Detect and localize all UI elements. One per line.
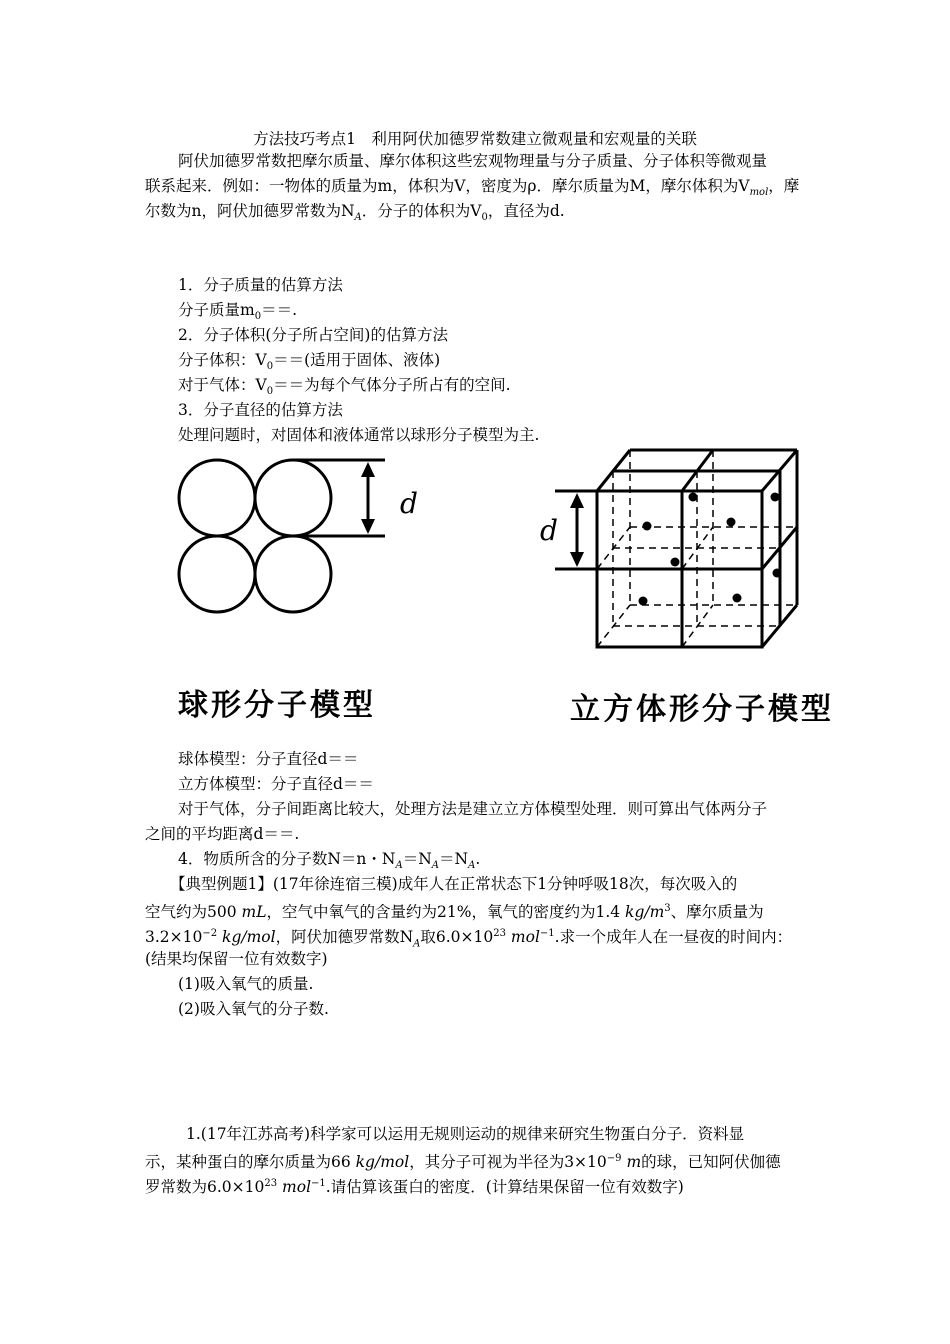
exercise-line-1: 1.(17年江苏高考)科学家可以运用无规则运动的规律来研究生物蛋白分子．资料显 (186, 1125, 745, 1143)
section-3-text: 处理问题时，对固体和液体通常以球形分子模型为主. (178, 426, 540, 444)
arrow-up (361, 462, 375, 477)
sphere-bottom-right (255, 536, 331, 612)
section-4-formula: 4．物质所含的分子数N＝n・$N_A=N_A=N_A$. (178, 850, 481, 872)
sphere-top-right (255, 460, 331, 536)
molecule-dot (689, 493, 698, 502)
example-line-2: 空气约为500 mL，空气中氧气的含量约为21%，氧气的密度约为1.4 $kg/m^3$、摩尔质量为 (145, 903, 764, 922)
sphere-model-figure (170, 455, 430, 625)
cube-model-caption: 立方体形分子模型 (570, 692, 834, 727)
sphere-d-label: d (400, 487, 418, 520)
molecule-mass-formula: 分子质量$m_0==$. (178, 301, 298, 323)
molecule-dot (733, 594, 742, 603)
molecule-dot (639, 597, 648, 606)
molecule-dot (771, 493, 780, 502)
molecule-dot (671, 558, 680, 567)
intro-line-3: 尔数为n，阿伏加德罗常数为$N_A$．分子的体积为$V_0$，直径为d. (145, 202, 565, 224)
intro-line-1: 阿伏加德罗常数把摩尔质量、摩尔体积这些宏观物理量与分子质量、分子体积等微观量 (178, 152, 768, 170)
cube-arrow-down (570, 552, 584, 567)
example-line-4: (结果均保留一位有效数字) (145, 950, 328, 968)
molecule-volume-formula: 分子体积：$V_0==$(适用于固体、液体) (178, 351, 441, 373)
sphere-bottom-left (179, 536, 255, 612)
example-line-1: 【典型例题1】(17年徐连宿三模)成年人在正常状态下1分钟呼吸18次，每次吸入的 (170, 875, 738, 893)
example-tag: 【典型例题1】 (170, 875, 273, 893)
sphere-top-left (179, 460, 255, 536)
molecule-dot (773, 569, 782, 578)
arrow-down (361, 519, 375, 534)
gas-volume-formula: 对于气体：$V_0==$为每个气体分子所占有的空间. (178, 376, 511, 398)
page-title: 方法技巧考点1 利用阿伏加德罗常数建立微观量和宏观量的关联 (253, 130, 697, 148)
example-question-2: (2)吸入氧气的分子数. (178, 1000, 329, 1018)
intro-line-2: 联系起来．例如：一物体的质量为m，体积为V，密度为ρ．摩尔质量为M，摩尔体积为$V_{mol}$，摩 (145, 177, 800, 199)
exercise-line-3: 罗常数为$6.0\times 10^{23}$ mol$^{-1}$.请估算该蛋白的密度．(计算结果保留一位有效数字) (145, 1178, 684, 1197)
sphere-model-formula: 球体模型：分子直径d＝＝ (178, 750, 359, 768)
section-3-heading: 3．分子直径的估算方法 (178, 401, 343, 419)
section-1-heading: 1．分子质量的估算方法 (178, 276, 343, 294)
cube-model-figure (535, 445, 835, 655)
gas-distance-line-1: 对于气体，分子间距离比较大，处理方法是建立立方体模型处理．则可算出气体两分子 (178, 800, 768, 818)
sphere-model-caption: 球形分子模型 (178, 688, 376, 723)
cube-model-formula: 立方体模型：分子直径d＝＝ (178, 775, 374, 793)
molecule-dot (643, 522, 652, 531)
molecule-dot (727, 518, 736, 527)
gas-distance-line-2: 之间的平均距离d＝＝. (145, 825, 300, 843)
section-2-heading: 2．分子体积(分子所占空间)的估算方法 (178, 326, 448, 344)
example-line-3: $3.2\times 10^{-2}$ kg/mol，阿伏加德罗常数$N_A$取$6.0\times 10^{23}$ mol$^{-1}$.求一个成年人在一昼夜的时间内： (145, 928, 793, 950)
cube-d-label: d (540, 514, 558, 547)
cube-arrow-up (570, 493, 584, 508)
example-question-1: (1)吸入氧气的质量. (178, 975, 314, 993)
exercise-line-2: 示，某种蛋白的摩尔质量为66 kg/mol，其分子可视为半径为$3\times 10^{-9}$ m的球，已知阿伏伽德 (145, 1153, 781, 1172)
